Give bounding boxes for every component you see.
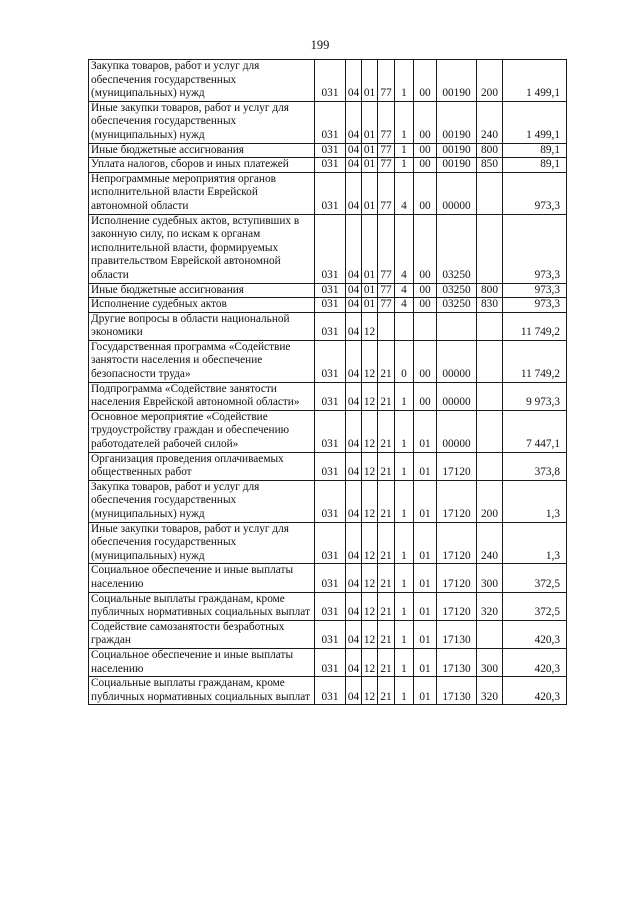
section-code: 04 bbox=[346, 298, 362, 313]
subsection-code: 12 bbox=[362, 312, 378, 340]
expense-type-code bbox=[477, 214, 503, 283]
expense-type-code bbox=[477, 410, 503, 452]
ministry-code: 031 bbox=[315, 410, 346, 452]
amount-value: 973,3 bbox=[503, 298, 567, 313]
expense-type-code bbox=[477, 382, 503, 410]
table-row bbox=[89, 158, 567, 173]
subsection-code: 12 bbox=[362, 564, 378, 592]
event-code: 01 bbox=[414, 480, 437, 522]
subsection-code: 01 bbox=[362, 214, 378, 283]
amount-value: 372,5 bbox=[503, 592, 567, 620]
table-row bbox=[89, 312, 567, 340]
direction-code bbox=[437, 312, 477, 340]
subprogram-code: 0 bbox=[395, 340, 414, 382]
subprogram-code: 1 bbox=[395, 143, 414, 158]
expense-type-code: 200 bbox=[477, 480, 503, 522]
row-name: Социальные выплаты гражданам, кроме публичных нормативных социальных выплат bbox=[89, 677, 315, 705]
direction-code: 17120 bbox=[437, 522, 477, 564]
row-name: Государственная программа «Содействие занятости населения и обеспечение безопасности труда» bbox=[89, 340, 315, 382]
direction-code: 00190 bbox=[437, 158, 477, 173]
program-code: 77 bbox=[378, 60, 395, 102]
row-name: Исполнение судебных актов, вступивших в законную силу, по искам к органам исполнительной власти, формируемых правительством Еврейской автономной области bbox=[89, 214, 315, 283]
subprogram-code: 1 bbox=[395, 452, 414, 480]
program-code bbox=[378, 312, 395, 340]
subsection-code: 01 bbox=[362, 101, 378, 143]
table-row bbox=[89, 340, 567, 382]
event-code: 01 bbox=[414, 522, 437, 564]
event-code: 00 bbox=[414, 214, 437, 283]
expense-type-code: 800 bbox=[477, 283, 503, 298]
section-code: 04 bbox=[346, 283, 362, 298]
section-code: 04 bbox=[346, 214, 362, 283]
event-code: 00 bbox=[414, 60, 437, 102]
row-name: Иные бюджетные ассигнования bbox=[89, 143, 315, 158]
table-row bbox=[89, 677, 567, 705]
program-code: 77 bbox=[378, 158, 395, 173]
subsection-code: 01 bbox=[362, 298, 378, 313]
row-name: Иные закупки товаров, работ и услуг для обеспечения государственных (муниципальных) нужд bbox=[89, 522, 315, 564]
row-name: Социальное обеспечение и иные выплаты населению bbox=[89, 648, 315, 676]
row-name: Другие вопросы в области национальной экономики bbox=[89, 312, 315, 340]
expense-type-code: 240 bbox=[477, 101, 503, 143]
subprogram-code: 1 bbox=[395, 60, 414, 102]
section-code: 04 bbox=[346, 382, 362, 410]
ministry-code: 031 bbox=[315, 677, 346, 705]
expense-type-code: 320 bbox=[477, 592, 503, 620]
ministry-code: 031 bbox=[315, 60, 346, 102]
subsection-code: 12 bbox=[362, 382, 378, 410]
event-code: 00 bbox=[414, 158, 437, 173]
subsection-code: 01 bbox=[362, 143, 378, 158]
amount-value: 11 749,2 bbox=[503, 312, 567, 340]
section-code: 04 bbox=[346, 564, 362, 592]
section-code: 04 bbox=[346, 340, 362, 382]
amount-value: 420,3 bbox=[503, 648, 567, 676]
row-name: Основное мероприятие «Содействие трудоустройству граждан и обеспечению работодателей рабочей силой» bbox=[89, 410, 315, 452]
table-row bbox=[89, 298, 567, 313]
event-code bbox=[414, 312, 437, 340]
event-code: 00 bbox=[414, 298, 437, 313]
event-code: 00 bbox=[414, 172, 437, 214]
expense-type-code: 800 bbox=[477, 143, 503, 158]
section-code: 04 bbox=[346, 172, 362, 214]
ministry-code: 031 bbox=[315, 312, 346, 340]
expense-type-code: 830 bbox=[477, 298, 503, 313]
direction-code: 00000 bbox=[437, 410, 477, 452]
table-row bbox=[89, 283, 567, 298]
section-code: 04 bbox=[346, 158, 362, 173]
page-number: 199 bbox=[310, 38, 330, 52]
direction-code: 00190 bbox=[437, 101, 477, 143]
row-name: Иные бюджетные ассигнования bbox=[89, 283, 315, 298]
direction-code: 17130 bbox=[437, 648, 477, 676]
direction-code: 17120 bbox=[437, 592, 477, 620]
amount-value: 11 749,2 bbox=[503, 340, 567, 382]
budget-table-body bbox=[89, 60, 567, 705]
subprogram-code: 1 bbox=[395, 158, 414, 173]
program-code: 21 bbox=[378, 382, 395, 410]
event-code: 01 bbox=[414, 648, 437, 676]
direction-code: 03250 bbox=[437, 214, 477, 283]
subprogram-code: 1 bbox=[395, 522, 414, 564]
direction-code: 00190 bbox=[437, 143, 477, 158]
subprogram-code: 1 bbox=[395, 382, 414, 410]
program-code: 21 bbox=[378, 480, 395, 522]
event-code: 00 bbox=[414, 101, 437, 143]
direction-code: 00000 bbox=[437, 172, 477, 214]
direction-code: 17120 bbox=[437, 564, 477, 592]
program-code: 21 bbox=[378, 592, 395, 620]
program-code: 77 bbox=[378, 298, 395, 313]
table-row bbox=[89, 410, 567, 452]
amount-value: 9 973,3 bbox=[503, 382, 567, 410]
subprogram-code: 1 bbox=[395, 592, 414, 620]
ministry-code: 031 bbox=[315, 620, 346, 648]
table-row bbox=[89, 592, 567, 620]
ministry-code: 031 bbox=[315, 143, 346, 158]
event-code: 01 bbox=[414, 592, 437, 620]
table-row bbox=[89, 648, 567, 676]
row-name: Социальное обеспечение и иные выплаты населению bbox=[89, 564, 315, 592]
amount-value: 420,3 bbox=[503, 620, 567, 648]
subprogram-code: 1 bbox=[395, 648, 414, 676]
program-code: 21 bbox=[378, 677, 395, 705]
direction-code: 00190 bbox=[437, 60, 477, 102]
event-code: 01 bbox=[414, 410, 437, 452]
row-name: Закупка товаров, работ и услуг для обеспечения государственных (муниципальных) нужд bbox=[89, 60, 315, 102]
amount-value: 973,3 bbox=[503, 214, 567, 283]
section-code: 04 bbox=[346, 101, 362, 143]
row-name: Иные закупки товаров, работ и услуг для обеспечения государственных (муниципальных) нужд bbox=[89, 101, 315, 143]
amount-value: 89,1 bbox=[503, 158, 567, 173]
direction-code: 17120 bbox=[437, 452, 477, 480]
direction-code: 00000 bbox=[437, 340, 477, 382]
subprogram-code: 4 bbox=[395, 214, 414, 283]
ministry-code: 031 bbox=[315, 648, 346, 676]
budget-table bbox=[88, 59, 567, 705]
ministry-code: 031 bbox=[315, 158, 346, 173]
row-name: Непрограммные мероприятия органов исполнительной власти Еврейской автономной области bbox=[89, 172, 315, 214]
event-code: 01 bbox=[414, 677, 437, 705]
program-code: 21 bbox=[378, 522, 395, 564]
amount-value: 1,3 bbox=[503, 480, 567, 522]
ministry-code: 031 bbox=[315, 382, 346, 410]
table-row bbox=[89, 172, 567, 214]
direction-code: 03250 bbox=[437, 298, 477, 313]
ministry-code: 031 bbox=[315, 592, 346, 620]
subprogram-code: 1 bbox=[395, 564, 414, 592]
expense-type-code: 300 bbox=[477, 648, 503, 676]
ministry-code: 031 bbox=[315, 340, 346, 382]
ministry-code: 031 bbox=[315, 214, 346, 283]
program-code: 21 bbox=[378, 340, 395, 382]
subprogram-code bbox=[395, 312, 414, 340]
subsection-code: 01 bbox=[362, 283, 378, 298]
section-code: 04 bbox=[346, 522, 362, 564]
section-code: 04 bbox=[346, 620, 362, 648]
program-code: 77 bbox=[378, 172, 395, 214]
expense-type-code: 300 bbox=[477, 564, 503, 592]
table-row bbox=[89, 101, 567, 143]
row-name: Содействие самозанятости безработных граждан bbox=[89, 620, 315, 648]
event-code: 00 bbox=[414, 283, 437, 298]
subprogram-code: 4 bbox=[395, 298, 414, 313]
expense-type-code bbox=[477, 340, 503, 382]
subsection-code: 12 bbox=[362, 452, 378, 480]
section-code: 04 bbox=[346, 410, 362, 452]
program-code: 77 bbox=[378, 101, 395, 143]
program-code: 77 bbox=[378, 283, 395, 298]
subprogram-code: 1 bbox=[395, 620, 414, 648]
subprogram-code: 1 bbox=[395, 101, 414, 143]
ministry-code: 031 bbox=[315, 172, 346, 214]
subsection-code: 12 bbox=[362, 648, 378, 676]
program-code: 21 bbox=[378, 620, 395, 648]
table-row bbox=[89, 214, 567, 283]
ministry-code: 031 bbox=[315, 564, 346, 592]
subsection-code: 01 bbox=[362, 172, 378, 214]
amount-value: 7 447,1 bbox=[503, 410, 567, 452]
amount-value: 973,3 bbox=[503, 283, 567, 298]
amount-value: 1,3 bbox=[503, 522, 567, 564]
subsection-code: 12 bbox=[362, 480, 378, 522]
subsection-code: 12 bbox=[362, 620, 378, 648]
table-row bbox=[89, 382, 567, 410]
event-code: 01 bbox=[414, 620, 437, 648]
subsection-code: 01 bbox=[362, 60, 378, 102]
subsection-code: 01 bbox=[362, 158, 378, 173]
section-code: 04 bbox=[346, 452, 362, 480]
row-name: Исполнение судебных актов bbox=[89, 298, 315, 313]
row-name: Организация проведения оплачиваемых общественных работ bbox=[89, 452, 315, 480]
section-code: 04 bbox=[346, 648, 362, 676]
direction-code: 00000 bbox=[437, 382, 477, 410]
subsection-code: 12 bbox=[362, 592, 378, 620]
table-row bbox=[89, 620, 567, 648]
direction-code: 03250 bbox=[437, 283, 477, 298]
expense-type-code bbox=[477, 312, 503, 340]
program-code: 77 bbox=[378, 143, 395, 158]
event-code: 00 bbox=[414, 143, 437, 158]
table-row bbox=[89, 480, 567, 522]
table-row bbox=[89, 452, 567, 480]
section-code: 04 bbox=[346, 677, 362, 705]
amount-value: 1 499,1 bbox=[503, 101, 567, 143]
expense-type-code bbox=[477, 452, 503, 480]
subsection-code: 12 bbox=[362, 677, 378, 705]
section-code: 04 bbox=[346, 60, 362, 102]
program-code: 21 bbox=[378, 452, 395, 480]
row-name: Подпрограмма «Содействие занятости населения Еврейской автономной области» bbox=[89, 382, 315, 410]
section-code: 04 bbox=[346, 312, 362, 340]
subsection-code: 12 bbox=[362, 340, 378, 382]
subprogram-code: 1 bbox=[395, 480, 414, 522]
amount-value: 420,3 bbox=[503, 677, 567, 705]
row-name: Уплата налогов, сборов и иных платежей bbox=[89, 158, 315, 173]
section-code: 04 bbox=[346, 480, 362, 522]
expense-type-code bbox=[477, 620, 503, 648]
ministry-code: 031 bbox=[315, 522, 346, 564]
amount-value: 1 499,1 bbox=[503, 60, 567, 102]
expense-type-code: 240 bbox=[477, 522, 503, 564]
table-row bbox=[89, 564, 567, 592]
amount-value: 372,5 bbox=[503, 564, 567, 592]
section-code: 04 bbox=[346, 592, 362, 620]
amount-value: 373,8 bbox=[503, 452, 567, 480]
expense-type-code bbox=[477, 172, 503, 214]
table-row bbox=[89, 143, 567, 158]
subsection-code: 12 bbox=[362, 410, 378, 452]
program-code: 21 bbox=[378, 648, 395, 676]
table-row bbox=[89, 60, 567, 102]
expense-type-code: 850 bbox=[477, 158, 503, 173]
program-code: 21 bbox=[378, 410, 395, 452]
event-code: 01 bbox=[414, 452, 437, 480]
ministry-code: 031 bbox=[315, 480, 346, 522]
amount-value: 89,1 bbox=[503, 143, 567, 158]
ministry-code: 031 bbox=[315, 298, 346, 313]
table-row bbox=[89, 522, 567, 564]
subprogram-code: 4 bbox=[395, 172, 414, 214]
direction-code: 17130 bbox=[437, 620, 477, 648]
expense-type-code: 320 bbox=[477, 677, 503, 705]
event-code: 00 bbox=[414, 340, 437, 382]
subprogram-code: 1 bbox=[395, 410, 414, 452]
row-name: Закупка товаров, работ и услуг для обеспечения государственных (муниципальных) нужд bbox=[89, 480, 315, 522]
ministry-code: 031 bbox=[315, 283, 346, 298]
section-code: 04 bbox=[346, 143, 362, 158]
subprogram-code: 4 bbox=[395, 283, 414, 298]
expense-type-code: 200 bbox=[477, 60, 503, 102]
ministry-code: 031 bbox=[315, 101, 346, 143]
subsection-code: 12 bbox=[362, 522, 378, 564]
program-code: 77 bbox=[378, 214, 395, 283]
event-code: 00 bbox=[414, 382, 437, 410]
ministry-code: 031 bbox=[315, 452, 346, 480]
row-name: Социальные выплаты гражданам, кроме публичных нормативных социальных выплат bbox=[89, 592, 315, 620]
event-code: 01 bbox=[414, 564, 437, 592]
subprogram-code: 1 bbox=[395, 677, 414, 705]
amount-value: 973,3 bbox=[503, 172, 567, 214]
direction-code: 17130 bbox=[437, 677, 477, 705]
program-code: 21 bbox=[378, 564, 395, 592]
direction-code: 17120 bbox=[437, 480, 477, 522]
